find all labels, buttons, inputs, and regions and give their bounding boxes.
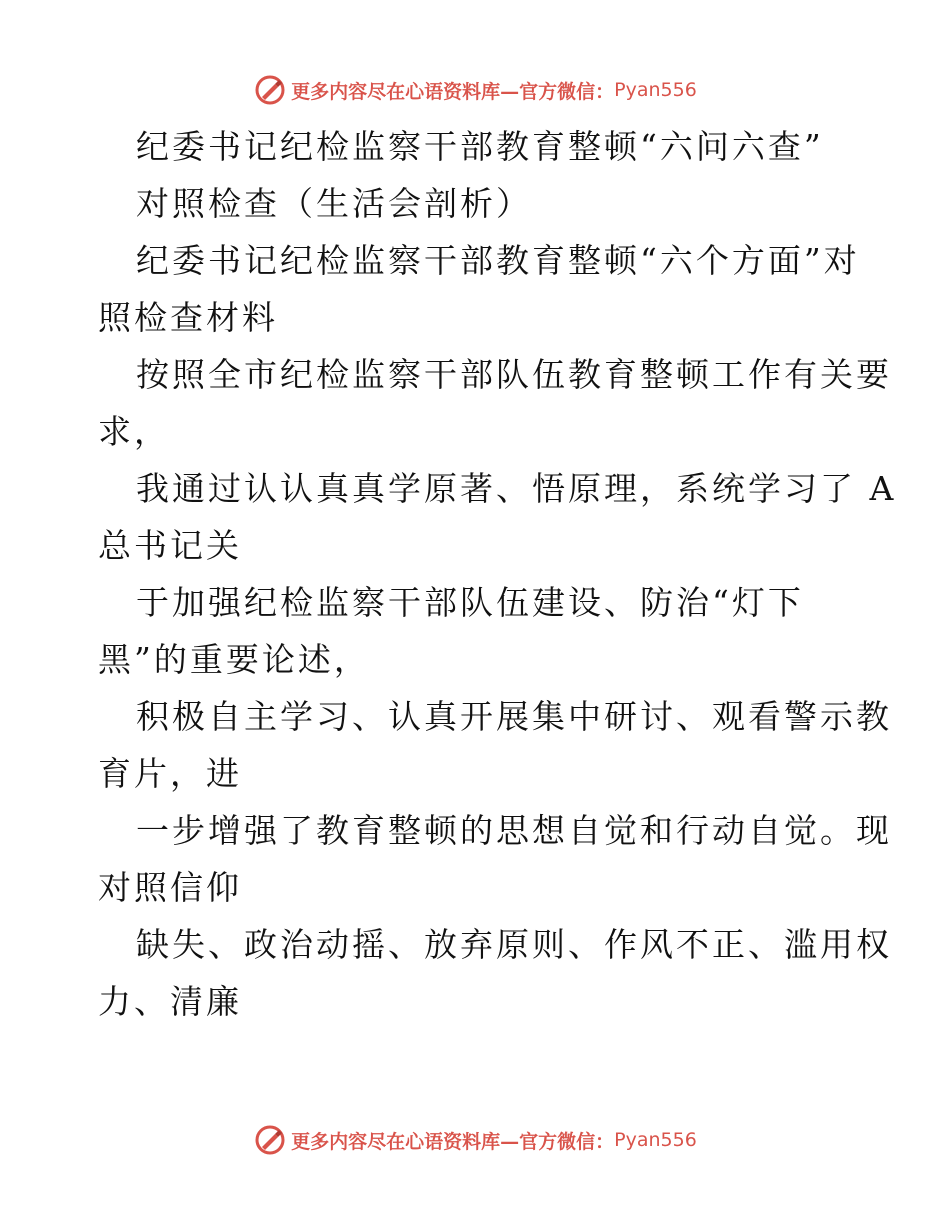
title-line-2: 对照检查（生活会剖析） [136,184,532,223]
text-line: 一步增强了教育整顿的思想自觉和行动自觉。现 [136,811,892,850]
text-line: 我通过认认真真学原著、悟原理，系统学习了 A [136,469,897,508]
text-line: 缺失、政治动摇、放弃原则、作风不正、滥用权 [136,925,892,964]
text-line: 于加强纪检监察干部队伍建设、防治“灯下 [136,583,804,622]
header-watermark [0,70,950,110]
text-line: 对照信仰 [98,868,242,907]
document-body [98,118,897,1030]
text-line: 黑”的重要论述， [98,640,370,679]
watermark-text: 更多内容尽在心语资料库—官方微信： [291,1130,615,1153]
text-line: 按照全市纪检监察干部队伍教育整顿工作有关要 [136,355,892,394]
pen-logo-icon [253,1123,287,1157]
watermark-id: Pyan556 [614,79,697,101]
text-line: 照检查材料 [98,298,278,337]
watermark-text: 更多内容尽在心语资料库—官方微信： [291,80,615,103]
text-line: 积极自主学习、认真开展集中研讨、观看警示教 [136,697,892,736]
watermark-id: Pyan556 [614,1129,697,1151]
text-line: 纪委书记纪检监察干部教育整顿“六个方面”对 [136,241,860,280]
footer-watermark [0,1120,950,1160]
pen-logo-icon [253,73,287,107]
title-line-1: 纪委书记纪检监察干部教育整顿“六问六查” [136,127,824,166]
text-line: 育片，进 [98,754,242,793]
text-line: 力、清廉 [98,982,242,1021]
text-line: 求， [98,412,170,451]
text-line: 总书记关 [98,526,242,565]
